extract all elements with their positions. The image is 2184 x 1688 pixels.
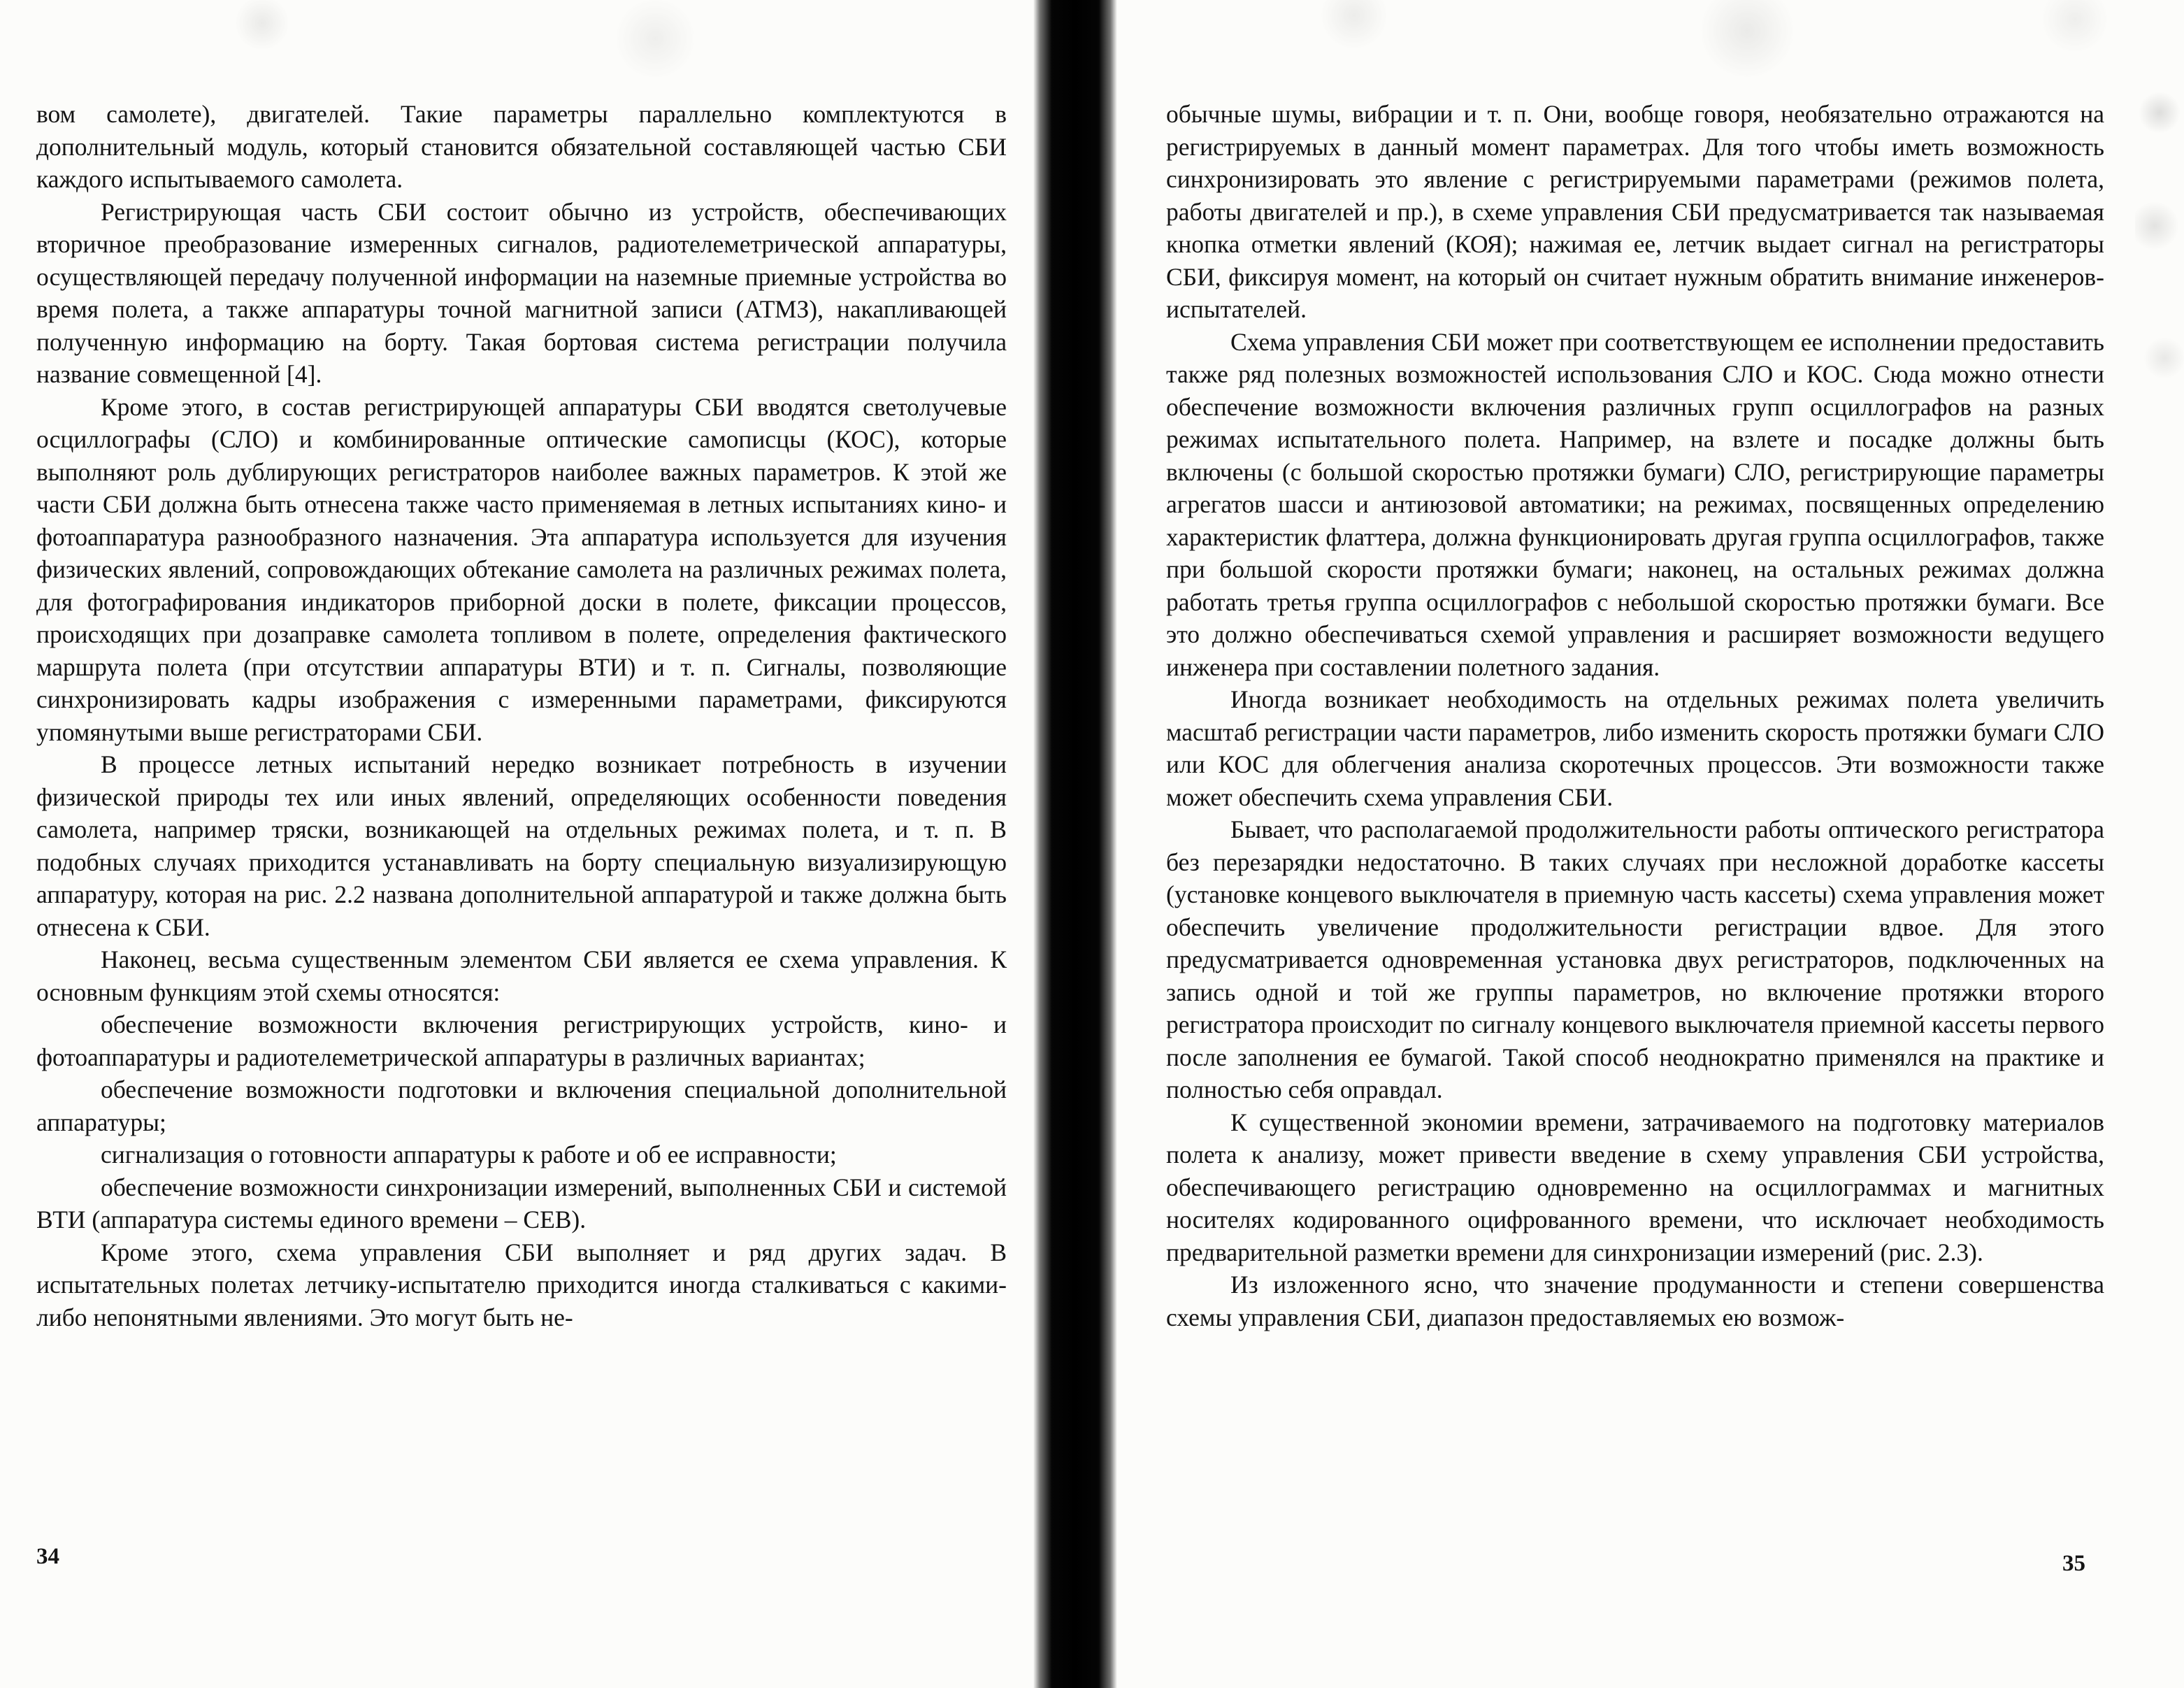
paragraph: Иногда возникает необходимость на отдельных режимах полета увеличить масштаб регистрации части параметров, либо изменить скорость протяжки бумаги СЛО или КОС для облегчения анализа скоротечных процессов. Эти возможности также может обеспечить схема управления СБИ. — [1166, 685, 2104, 811]
book-gutter — [1033, 0, 1117, 1688]
page-number-left: 34 — [36, 1544, 59, 1569]
list-item: обеспечение возможности включения регистрирующих устройств, кино- и фотоаппаратуры и радиотелеметрической аппаратуры в различных вариантах; — [36, 1010, 1007, 1071]
paragraph: В процессе летных испытаний нередко возникает потребность в изучении физической природы тех или иных явлений, определяющих особенности поведения самолета, например тряски, возникающей на отдельных режимах полета, и т. п. В подобных случаях приходится устанавливать на борту специальную визуализирующую аппаратуру, которая на рис. 2.2 названа дополнительной аппаратурой и также должна быть отнесена к СБИ. — [36, 750, 1007, 941]
scan-noise-right — [2135, 56, 2184, 434]
paragraph: Бывает, что располагаемой продолжительности работы оптического регистратора без перезарядки недостаточно. В таких случаях при несложной доработке кассеты (установке концевого выключателя в приемную часть кассеты) схема управления может обеспечить увеличение продолжительности регистрации вдвое. Для этого предусматривается одновременная установка двух регистраторов, подключенных на запись одной и той же группы параметров, но включение протяжки второго регистратора происходит по сигналу концевого выключателя приемной кассеты первого после заполнения ее бумагой. Такой способ неоднократно применялся на практике и полностью себя оправдал. — [1166, 815, 2104, 1103]
paragraph: Наконец, весьма существенным элементом СБИ является ее схема управления. К основным функциям этой схемы относятся: — [36, 945, 1007, 1006]
left-page — [36, 98, 1007, 1333]
list-item: сигнализация о готовности аппаратуры к работе и об ее исправности; — [101, 1140, 837, 1168]
paragraph: Регистрирующая часть СБИ состоит обычно из устройств, обеспечивающих вторичное преобразование измеренных сигналов, радиотелеметрической аппаратуры, осуществляющей передачу полученной информации на наземные приемные устройства во время полета, а также аппаратуры точной магнитной записи (АТМЗ), накапливающей полученную информацию на борту. Такая бортовая система регистрации получила название совмещенной [4]. — [36, 197, 1007, 388]
page-number-right: 35 — [2062, 1551, 2085, 1576]
paragraph: К существенной экономии времени, затрачиваемого на подготовку материалов полета к анализу, может привести введение в схему управления СБИ устройства, обеспечивающего регистрацию одновременно на осциллограммах и магнитных носителях кодированного оцифрованного времени, что исключает необходимость предварительной разметки времени для синхронизации измерений (рис. 2.3). — [1166, 1108, 2104, 1266]
list-item: обеспечение возможности синхронизации измерений, выполненных СБИ и системой ВТИ (аппаратура системы единого времени – СЕВ). — [36, 1173, 1007, 1233]
paragraph: Кроме этого, в состав регистрирующей аппаратуры СБИ вводятся светолучевые осциллографы (СЛО) и комбинированные оптические самописцы (КОС), которые выполняют роль дублирующих регистраторов наиболее важных параметров. К этой же части СБИ должна быть отнесена также часто применяемая в летных испытаниях кино- и фотоаппаратура разнообразного назначения. Эта аппаратура используется для изучения физических явлений, сопровождающих обтекание самолета на различных режимах полета, для фотографирования индикаторов приборной доски в полете, фиксации процессов, происходящих при дозаправке самолета топливом в полете, определения фактического маршрута полета (при отсутствии аппаратуры ВТИ) и т. п. Сигналы, позволяющие синхронизировать кадры изображения с измеренными параметрами, фиксируются упомянутыми выше регистраторами СБИ. — [36, 392, 1007, 746]
right-page — [1166, 98, 2104, 1333]
list-item: обеспечение возможности подготовки и включения специальной дополнительной аппаратуры; — [36, 1075, 1007, 1136]
paragraph: Кроме этого, схема управления СБИ выполняет и ряд других задач. В испытательных полетах летчику-испытателю приходится иногда сталкиваться с какими-либо непонятными явлениями. Это могут быть не- — [36, 1238, 1007, 1331]
paragraph: Схема управления СБИ может при соответствующем ее исполнении предоставить также ряд полезных возможностей использования СЛО и КОС. Сюда можно отнести обеспечение возможности включения различных групп осциллографов на разных режимах испытательного полета. Например, на взлете и посадке должны быть включены (с большой скоростью протяжки бумаги) СЛО, регистрирующие параметры агрегатов шасси и антиюзовой автоматики; на режимах, посвященных определению характеристик флаттера, должна функционировать другая группа осциллографов, также при большой скорости протяжки бумаги; наконец, на остальных режимах должна работать третья группа осциллографов с небольшой скоростью протяжки бумаги. Все это должно обеспечиваться схемой управления и расширяет возможности ведущего инженера при составлении полетного задания. — [1166, 327, 2104, 681]
paragraph: обычные шумы, вибрации и т. п. Они, вообще говоря, необязательно отражаются на регистрируемых в данный момент параметрах. Для того чтобы иметь возможность синхронизировать это явление с регистрируемыми параметрами (режимов полета, работы двигателей и пр.), в схеме управления СБИ предусматривается так называемая кнопка отметки явлений (КОЯ); нажимая ее, летчик выдает сигнал на регистраторы СБИ, фиксируя момент, на который он считает нужным обратить внимание инженеров-испытателей. — [1166, 100, 2104, 323]
paragraph: вом самолете), двигателей. Такие параметры параллельно комплектуются в дополнительный модуль, который становится обязательной составляющей частью СБИ каждого испытываемого самолета. — [36, 100, 1007, 193]
paragraph: Из изложенного ясно, что значение продуманности и степени совершенства схемы управления СБИ, диапазон предоставляемых ею возмож- — [1166, 1271, 2104, 1331]
